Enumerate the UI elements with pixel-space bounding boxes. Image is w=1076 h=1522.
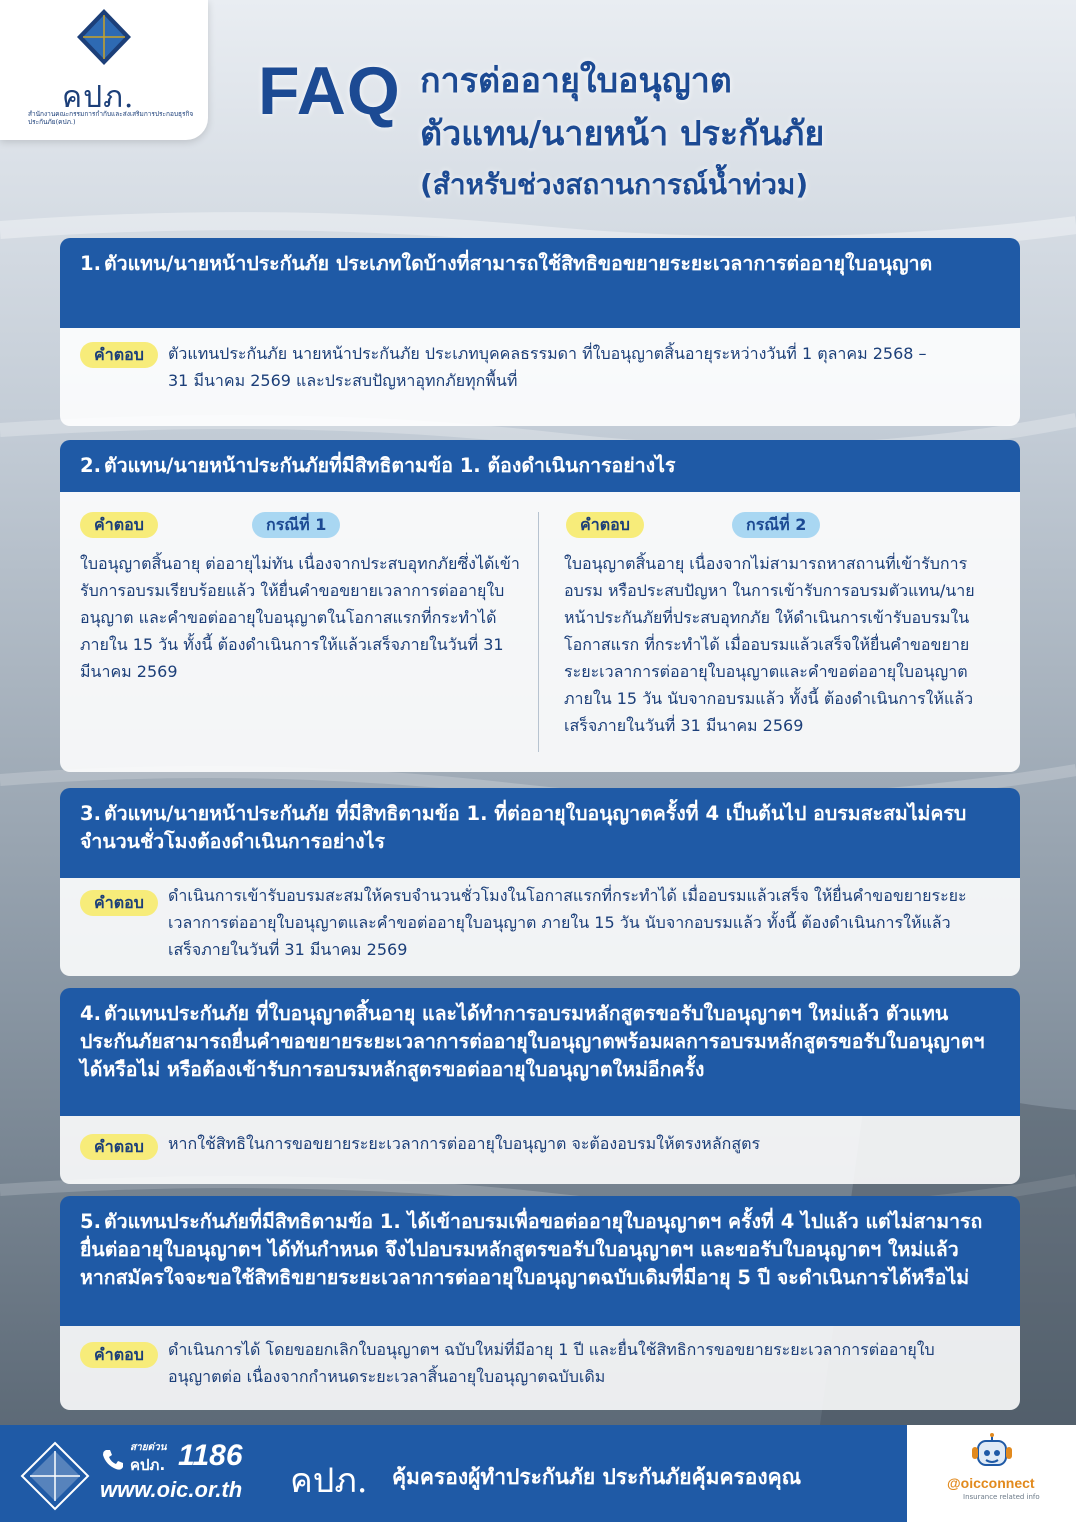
title-line-1: การต่ออายุใบอนุญาต — [420, 61, 732, 101]
logo-text: คปภ. — [62, 80, 135, 115]
question-text: ตัวแทน/นายหน้าประกันภัย ประเภทใดบ้างที่สามารถใช้สิทธิขอขยายระยะเวลาการต่ออายุใบอนุญาต — [104, 252, 933, 275]
faq-answer-3 — [60, 878, 1020, 976]
oic-connect-subtitle: Insurance related info — [963, 1493, 1040, 1501]
hotline-org: คปภ. — [130, 1456, 166, 1474]
answer-badge: คำตอบ — [80, 890, 158, 916]
answer-text: ดำเนินการเข้ารับอบรมสะสมให้ครบจำนวนชั่วโมงในโอกาสแรกที่กระทำได้ เมื่ออบรมแล้วเสร็จ ให้ยื่นคำขอขยายระยะเวลาการต่ออายุใบอนุญาตและคำขอต่ออายุใบอนุญาต ภายใน 15 วัน นับจากอบรมแล้ว ทั้งนี้ ต้องดำเนินการให้แล้วเสร็จภายในวันที่ 31 มีนาคม 2569 — [168, 886, 967, 959]
faq-answer-1 — [60, 328, 1020, 426]
faq-card-1 — [60, 238, 1020, 426]
answer-text: ดำเนินการได้ โดยขอยกเลิกใบอนุญาตฯ ฉบับใหม่ที่มีอายุ 1 ปี และยื่นใช้สิทธิการขอขยายระยะเวลาการต่ออายุใบอนุญาตต่อ เนื่องจากกำหนดระยะเวลาสิ้นอายุใบอนุญาตฉบับเดิม — [168, 1340, 935, 1386]
question-text: ตัวแทนประกันภัย ที่ใบอนุญาตสิ้นอายุ และได้ทำการอบรมหลักสูตรขอรับใบอนุญาตฯ ใหม่แล้ว ตัวแทนประกันภัยสามารถยื่นคำขอขยายระยะเวลาการต่ออายุใบอนุญาตพร้อมผลการอบรมหลักสูตรขอรับใบอนุญาตฯ ได้หรือไม่ หรือต้องเข้ารับการอบรมหลักสูตรขอต่ออายุใบอนุญาตใหม่อีกครั้ง — [80, 1002, 985, 1081]
title-line-2: ตัวแทน/นายหน้า ประกันภัย — [420, 114, 825, 154]
faq-card-2 — [60, 440, 1020, 772]
answer-badge: คำตอบ — [80, 342, 158, 368]
faq-card-5 — [60, 1196, 1020, 1410]
faq-question-2 — [60, 440, 1020, 492]
logo-subtitle: สำนักงานคณะกรรมการกำกับและส่งเสริมการประกอบธุรกิจประกันภัย(คปภ.) — [28, 110, 194, 126]
faq-question-4 — [60, 988, 1020, 1116]
answer-text: หากใช้สิทธิในการขอขยายระยะเวลาการต่ออายุใบอนุญาต จะต้องอบรมให้ตรงหลักสูตร — [168, 1134, 761, 1153]
title-line-3: (สำหรับช่วงสถานการณ์น้ำท่วม) — [420, 168, 809, 201]
oic-connect-text: @oicconnect — [947, 1475, 1035, 1491]
oic-logo-card — [0, 0, 208, 140]
answer-badge: คำตอบ — [80, 1342, 158, 1368]
faq-card-4 — [60, 988, 1020, 1184]
faq-question-3 — [60, 788, 1020, 878]
case-2-badge: กรณีที่ 2 — [732, 512, 820, 538]
hotline-label: สายด่วน — [130, 1442, 167, 1453]
oic-diamond-icon — [76, 8, 132, 66]
hotline-number[interactable]: 1186 — [178, 1439, 243, 1472]
question-text: ตัวแทนประกันภัยที่มีสิทธิตามข้อ 1. ได้เข้าอบรมเพื่อขอต่ออายุใบอนุญาตฯ ครั้งที่ 4 ไปแล้ว แต่ไม่สามารถยื่นต่ออายุใบอนุญาตฯ ได้ทันกำหนด จึงไปอบรมหลักสูตรขอรับใบอนุญาตฯ และขอรับใบอนุญาตฯ ใหม่แล้ว หากสมัครใจจะขอใช้สิทธิขยายระยะเวลาการต่ออายุใบอนุญาตฉบับเดิมที่มีอายุ 5 ปี จะดำเนินการได้หรือไม่ — [80, 1210, 983, 1289]
page-title — [420, 56, 824, 208]
answer-text: ตัวแทนประกันภัย นายหน้าประกันภัย ประเภทบุคคลธรรมดา ที่ใบอนุญาตสิ้นอายุระหว่างวันที่ 1 ตุลาคม 2568 – 31 มีนาคม 2569 และประสบปัญหาอุทกภัยทุกพื้นที่ — [168, 344, 927, 390]
case-2-text: ใบอนุญาตสิ้นอายุ เนื่องจากไม่สามารถหาสถานที่เข้ารับการอบรม หรือประสบปัญหา ในการเข้ารับการอบรมตัวแทน/นายหน้าประกันภัยที่ประสบอุทกภัย ให้ดำเนินการเข้ารับอบรมในโอกาสแรก ที่กระทำได้ เมื่ออบรมแล้วเสร็จให้ยื่นคำขอขยายระยะเวลาการต่ออายุใบอนุญาตและคำขอต่ออายุใบอนุญาต ภายใน 15 วัน นับจากอบรมแล้ว ทั้งนี้ ต้องดำเนินการให้แล้วเสร็จภายในวันที่ 31 มีนาคม 2569 — [564, 554, 975, 735]
footer-brand: คปภ. — [290, 1461, 368, 1501]
faq-answer-5 — [60, 1326, 1020, 1410]
website-link[interactable]: www.oic.or.th — [100, 1477, 243, 1502]
answer-badge: คำตอบ — [566, 512, 644, 538]
answer-badge: คำตอบ — [80, 1134, 158, 1160]
column-divider — [538, 512, 539, 752]
faq-question-5 — [60, 1196, 1020, 1326]
faq-number: 2. — [80, 454, 101, 477]
oic-connect-logo[interactable] — [907, 1425, 1076, 1522]
faq-number: 1. — [80, 252, 101, 275]
faq-card-3 — [60, 788, 1020, 976]
footer-bar — [0, 1425, 1076, 1522]
phone-icon — [100, 1447, 126, 1473]
faq-number: 3. — [80, 802, 101, 825]
footer-slogan: คุ้มครองผู้ทำประกันภัย ประกันภัยคุ้มครองคุณ — [392, 1465, 802, 1489]
oic-diamond-icon — [20, 1441, 90, 1511]
robot-icon — [969, 1433, 1015, 1475]
faq-answer-4 — [60, 1116, 1020, 1184]
question-text: ตัวแทน/นายหน้าประกันภัยที่มีสิทธิตามข้อ 1. ต้องดำเนินการอย่างไร — [104, 454, 676, 477]
faq-question-1 — [60, 238, 1020, 328]
case-1-badge: กรณีที่ 1 — [252, 512, 340, 538]
faq-number: 5. — [80, 1210, 101, 1233]
question-text: ตัวแทน/นายหน้าประกันภัย ที่มีสิทธิตามข้อ 1. ที่ต่ออายุใบอนุญาตครั้งที่ 4 เป็นต้นไป อบรมสะสมไม่ครบจำนวนชั่วโมงต้องดำเนินการอย่างไร — [80, 802, 967, 853]
answer-badge: คำตอบ — [80, 512, 158, 538]
faq-answer-2 — [60, 492, 1020, 772]
case-1-text: ใบอนุญาตสิ้นอายุ ต่ออายุไม่ทัน เนื่องจากประสบอุทกภัยซึ่งได้เข้ารับการอบรมเรียบร้อยแล้ว ให้ยื่นคำขอขยายเวลาการต่ออายุใบอนุญาต และคำขอต่ออายุใบอนุญาตในโอกาสแรกที่กระทำได้ ภายใน 15 วัน ทั้งนี้ ต้องดำเนินการให้แล้วเสร็จภายในวันที่ 31 มีนาคม 2569 — [80, 554, 520, 681]
faq-label: FAQ — [258, 53, 401, 129]
faq-number: 4. — [80, 1002, 101, 1025]
